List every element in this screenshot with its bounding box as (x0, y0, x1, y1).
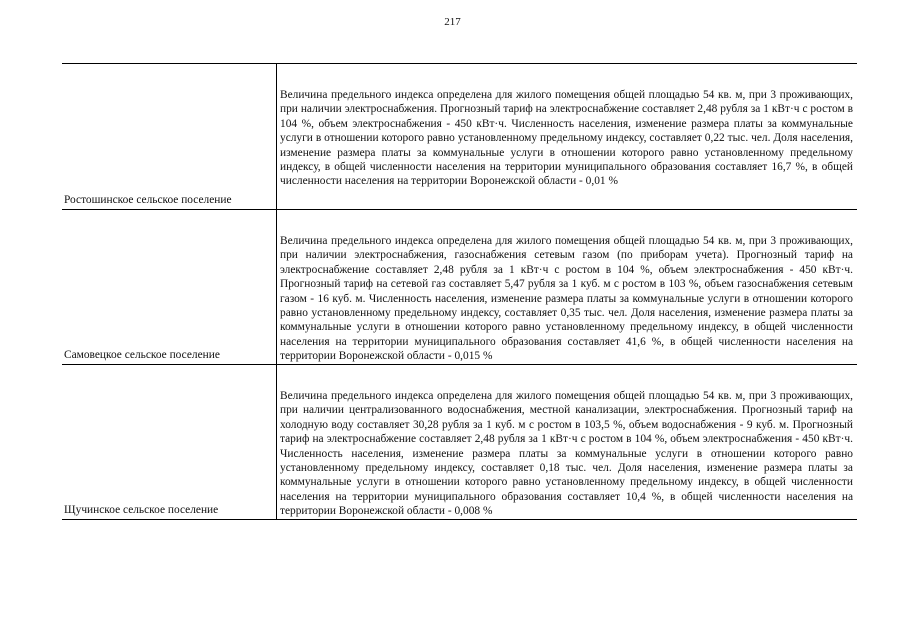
index-description: Величина предельного индекса определена для жилого помещения общей площадью 54 кв. м, при 3 проживающих, при наличии электроснабжения, газоснабжения сетевым газом (по приборам учета). Прогнозный тариф на электроснабжение составляет 2,48 рубля за 1 кВт·ч с ростом в 104 %, объем электроснабжения - 450 кВт·ч. Прогнозный тариф на сетевой газ составляет 5,47 рубля за 1 куб. м с ростом в 103 %, объем газоснабжения сетевым газом - 16 куб. м. Численность населения, изменение размера платы за коммунальные услуги в отношении которого равно установленному предельному индексу, составляет 0,35 тыс. чел. Доля населения, изменение размера платы за коммунальные услуги в отношении которого равно установленному предельному индексу, в общей численности населения на территории муниципального образования составляет 41,6 %, в общей численности населения на территории Воронежской области - 0,015 % (276, 210, 857, 364)
settlement-name: Самовецкое сельское поселение (64, 348, 220, 361)
table-row (62, 64, 857, 210)
index-description: Величина предельного индекса определена для жилого помещения общей площадью 54 кв. м, при 3 проживающих, при наличии электроснабжения. Прогнозный тариф на электроснабжение составляет 2,48 рубля за 1 кВт·ч с ростом в 104 %, объем электроснабжения - 450 кВт·ч. Численность населения, изменение размера платы за коммунальные услуги в отношении которого равно установленному предельному индексу, составляет 0,22 тыс. чел. Доля населения, изменение размера платы за коммунальные услуги в отношении которого равно установленному предельному индексу, в общей численности населения на территории муниципального образования составляет 16,7 %, в общей численности населения на территории Воронежской области - 0,01 % (276, 64, 857, 209)
page-number: 217 (444, 16, 461, 28)
settlement-name: Ростошинское сельское поселение (64, 193, 232, 206)
table-row (62, 365, 857, 520)
index-description: Величина предельного индекса определена для жилого помещения общей площадью 54 кв. м, при 3 проживающих, при наличии централизованного водоснабжения, местной канализации, электроснабжения. Прогнозный тариф на холодную воду составляет 30,28 рубля за 1 куб. м с ростом в 103,5 %, объем водоснабжения - 9 куб. м. Прогнозный тариф на электроснабжение составляет 2,48 рубля за 1 кВт·ч с ростом в 104 %, объем электроснабжения - 450 кВт·ч. Численность населения, изменение размера платы за коммунальные услуги в отношении которого равно установленному предельному индексу, составляет 0,18 тыс. чел. Доля населения, изменение размера платы за коммунальные услуги в отношении которого равно установленному предельному индексу, в общей численности населения на территории муниципального образования составляет 10,4 %, в общей численности населения на территории Воронежской области - 0,008 % (276, 365, 857, 519)
settlements-table (62, 63, 857, 520)
table-row (62, 210, 857, 365)
settlement-name: Щучинское сельское поселение (64, 503, 219, 516)
